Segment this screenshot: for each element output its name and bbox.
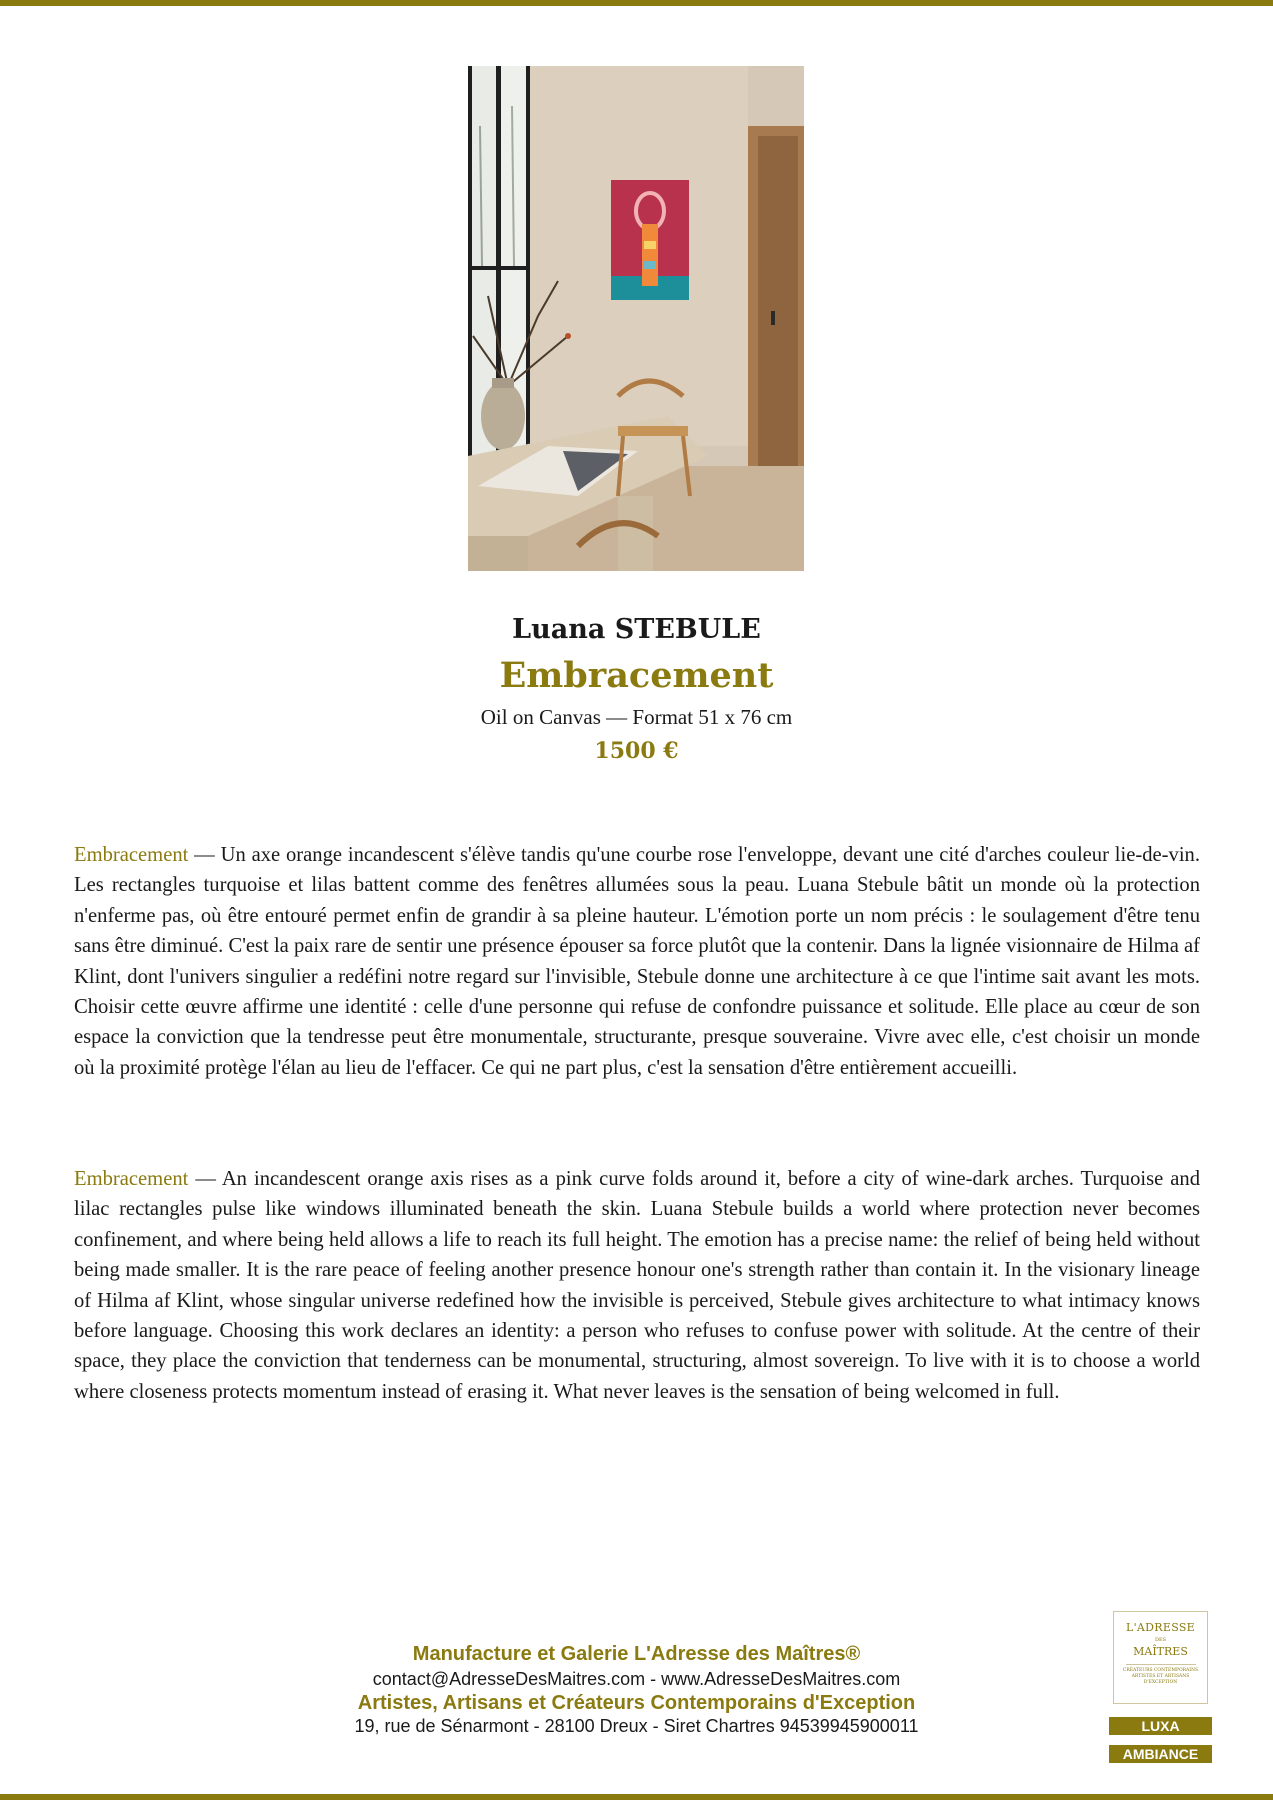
- description-english: [74, 1164, 1200, 1407]
- logo-line-2: DES: [1154, 1637, 1167, 1643]
- footer-contact: contact@AdresseDesMaitres.com - www.AdresseDesMaitres.com: [372, 1669, 901, 1689]
- artist-name: Luana STEBULE: [512, 614, 761, 645]
- description-french-body: — Un axe orange incandescent s'élève tandis qu'une courbe rose l'enveloppe, devant une cité d'arches couleur lie-de-vin. Les rectangles turquoise et lilas battent comme des fenêtres allumées sous la peau. Luana Stebule bâtit un monde où la protection n'enferme pas, où être entouré permet enfin de grandir à sa pleine hauteur. L'émotion porte un nom précis : le soulagement d'être tenu sans être diminué. C'est la paix rare de sentir une présence épouser sa force plutôt que la contenir. Dans la lignée visionnaire de Hilma af Klint, dont l'univers singulier a redéfini notre regard sur l'invisible, Stebule donne une architecture à ce que l'intime sait avant les mots. Choisir cette œuvre affirme une identité : celle d'une personne qui refuse de confondre puissance et solitude. Elle place au cœur de son espace la conviction que la tendresse peut être monumentale, structurante, presque souveraine. Vivre avec elle, c'est choisir un monde où la proximité protège l'élan au lieu de l'effacer. Ce qui ne part plus, c'est la sensation d'être entièrement accueilli.: [74, 844, 1200, 1079]
- gallery-logo: [1113, 1611, 1208, 1704]
- luxa-badge: LUXA: [1109, 1717, 1212, 1735]
- ambiance-badge: AMBIANCE: [1109, 1745, 1212, 1763]
- footer-tagline: Artistes, Artisans et Créateurs Contemporains d'Exception: [357, 1692, 916, 1714]
- artwork-title: Embracement: [499, 655, 774, 696]
- logo-line-1: L'ADRESSE: [1125, 1621, 1195, 1634]
- description-french-lead: Embracement: [74, 844, 189, 866]
- bottom-accent-bar: [0, 1794, 1273, 1800]
- footer-company: Manufacture et Galerie L'Adresse des Maîtres®: [412, 1643, 861, 1665]
- description-english-body: — An incandescent orange axis rises as a pink curve folds around it, before a city of wine-dark arches. Turquoise and lilac rectangles pulse like windows illuminated beneath the skin. Luana Stebule builds a world where protection never becomes confinement, and where being held allows a life to reach its full height. The emotion has a precise name: the relief of being held without being made smaller. It is the rare peace of feeling another presence honour one's strength rather than contain it. In the visionary lineage of Hilma af Klint, whose singular universe redefined how the invisible is perceived, Stebule gives architecture to what intimacy knows before language. Choosing this work declares an identity: a person who refuses to confuse power with solitude. At the centre of their space, they place the conviction that tenderness can be monumental, structuring, almost sovereign. To live with it is to choose a world where closeness protects momentum instead of erasing it. What never leaves is the sensation of being welcomed in full.: [74, 1168, 1200, 1403]
- description-french: [74, 840, 1200, 1083]
- artwork-price: 1500 €: [594, 738, 679, 764]
- top-accent-bar: [0, 0, 1273, 6]
- footer-address: 19, rue de Sénarmont - 28100 Dreux - Siret Chartres 94539945900011: [354, 1716, 919, 1736]
- logo-line-3: MAÎTRES: [1133, 1645, 1188, 1658]
- logo-divider: [1126, 1664, 1196, 1665]
- artwork-medium: Oil on Canvas — Format 51 x 76 cm: [480, 705, 793, 729]
- artwork-photo: [468, 66, 804, 571]
- description-english-lead: Embracement: [74, 1168, 189, 1190]
- logo-line-4: CRÉATEURS CONTEMPORAINS ARTISTES ET ARTISANS D'EXCEPTION: [1122, 1668, 1199, 1685]
